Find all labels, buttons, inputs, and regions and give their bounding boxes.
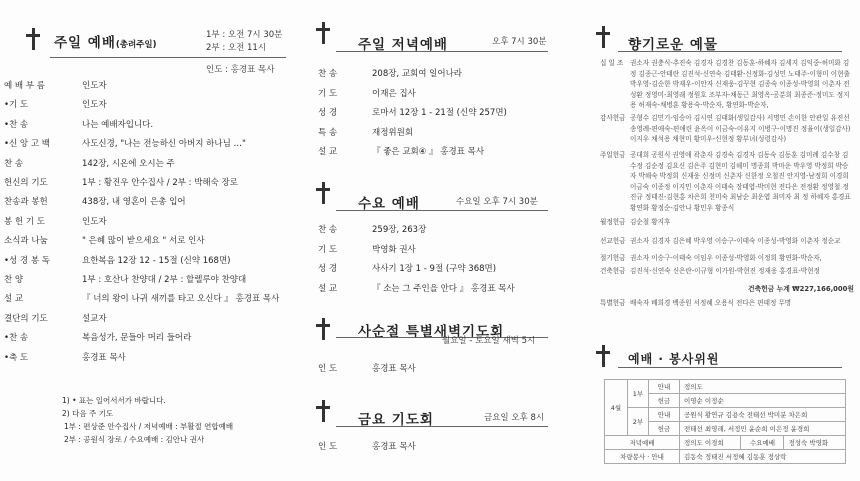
cross-icon [594,26,612,48]
order-row [318,106,507,118]
order-text: 설교자 [82,313,107,324]
main-worship-column [0,0,290,481]
offering-names: 권소자 김경자 김은혜 박우영 이승구-이태숙 이종성-박영화 이춘자 정순교 [630,237,841,245]
order-row [4,98,107,110]
offering-item [600,58,856,111]
cross-icon [314,22,332,44]
order-row [4,312,107,324]
offering-item [600,236,856,247]
parking-label-cell: 차량봉사 · 안내 [605,450,680,464]
table-row [605,380,846,394]
note-line: 1) • 표는 일어서서가 바랍니다. [62,396,166,405]
cross-icon [594,345,612,367]
order-label: 특 송 [318,127,338,138]
offering-item [600,217,856,228]
order-text: 홍경표 목사 [372,364,416,374]
order-row [4,157,175,169]
table-row [605,436,846,450]
part-cell: 2부 [628,408,649,436]
offering-label: 십 일 조 [600,59,624,67]
order-row [4,292,279,304]
evening-names-cell: 정의도 이경희 [680,436,741,450]
order-label: 인 도 [318,442,338,452]
order-row [318,440,416,452]
cross-icon [314,400,332,422]
order-row [4,254,230,266]
order-text: 438장, 내 영혼이 은총 입어 [82,197,186,208]
order-label: 소식과 나눔 [4,236,48,247]
order-row [4,137,246,149]
building-fund-total: 건축헌금 누계 ₩227,166,000원 [748,285,854,293]
offering-label: 선교헌금 [600,237,626,245]
order-text: 요한복음 12장 12 - 15절 (신약 168면) [82,255,231,266]
offering-item [600,266,856,277]
table-row [605,408,846,422]
offering-names: 김순철 황지후 [630,218,671,226]
order-label: 찬송과 봉헌 [4,197,48,208]
order-row [4,351,126,363]
order-row [4,331,191,343]
special-offering: 특별헌금 배숙자 배희경 백종원 서정혜 오용식 전다은 편태정 무명 [600,299,792,307]
order-label: •성 경 봉 독 [4,255,50,266]
order-label: 찬 송 [4,158,24,169]
names-cell: 공원식 황연규 김용숙 전태선 박미분 차은희 [680,408,846,422]
offering-label: 주일헌금 [600,151,626,159]
role-cell: 헌금 [649,394,680,408]
order-text: 『 좋은 교회④ 』 홍경표 목사 [372,147,485,157]
order-text: 로마서 12장 1 - 21절 (신약 257면) [372,108,507,118]
volunteers-table [604,379,846,464]
order-row [318,223,426,235]
order-row [318,145,484,157]
divider [336,51,548,52]
order-row [4,273,246,285]
main-worship-leader: 인도 : 홍경표 목사 [206,65,275,75]
offering-names: 김진석-신연숙 신은란-이규형 이가원-박현진 정재웅 홍경표-박현정 [630,267,820,275]
note-line: 1부 : 편상준 안수집사 / 저녁예배 : 부활절 연합예배 [64,422,234,431]
cross-icon [314,182,332,204]
order-text: 1부 : 호산나 찬양대 / 2부 : 할렐루야 찬양대 [82,275,247,285]
names-cell: 전태선 최영래, 서정민 윤순희 이은정 윤경희 [680,422,846,436]
order-label: •신 앙 고 백 [4,139,50,150]
order-row [4,215,107,227]
order-text: 인도자 [82,216,107,227]
divider [336,426,548,427]
main-worship-time-2: 2부 : 오전 11시 [206,43,267,53]
month-cell: 4월 [605,380,628,436]
order-text: 『 너의 왕이 나귀 새끼를 타고 오신다 』 홍경표 목사 [82,294,280,305]
order-text: 인도자 [82,81,107,91]
wednesday-label-cell: 수요예배 [741,436,784,450]
order-text: " 은혜 많이 받으세요 " 서로 인사 [82,236,205,247]
order-row [4,176,238,188]
friday-prayer-title: 금요 기도회 [358,412,434,428]
divider [336,210,548,211]
order-row [318,67,462,79]
main-worship-time-1: 1부 : 오전 7시 30분 [206,30,283,40]
main-worship-title: 주일 예배(총려주일) [54,35,157,51]
order-text: 142장, 시온에 오시는 주 [82,158,175,169]
order-label: 기 도 [318,88,338,99]
offering-label: 월정헌금 [600,218,626,226]
evening-label-cell: 저녁예배 [605,436,680,450]
order-label: 성 경 [318,264,338,274]
order-text: 이재은 집사 [372,88,416,99]
order-text: 208장, 교회여 일어나라 [372,69,463,79]
names-cell: 이영순 이정순 [680,394,846,408]
offering-label: 절기헌금 [600,254,626,262]
order-text: 박영화 권사 [372,244,416,255]
order-label: 성 경 [318,108,338,118]
offerings-title: 향기로운 예물 [628,37,718,53]
offering-label: 감사헌금 [600,114,626,122]
role-cell: 안내 [649,408,680,422]
table-row [605,450,846,464]
order-label: •찬 송 [4,333,29,344]
order-row [318,126,413,138]
offering-names: 공형수 김민기-임승아 김시연 김태화(생일감사) 서명민 손이한 안관일 유진선 송영례-편애숙-편애린 윤옥이 이금숙-이유지 이병구-이명진 정율이(생일감사) 이지우 채석용 채현미 황미우-신현정 황부녀(성령감사) [630,114,851,143]
order-label: 찬 양 [4,275,24,285]
names-cell: 정의도 [680,380,846,394]
divider [50,57,286,58]
order-label: •찬 송 [4,119,29,130]
order-label: •축 도 [4,352,29,363]
order-text: 재정위원회 [372,127,414,138]
evening-worship-time: 오후 7시 30분 [492,37,547,47]
order-text: 1부 : 황진우 안수집사 / 2부 : 박해숙 장로 [82,178,238,188]
divider [618,367,842,368]
order-text: 『 소는 그 주인을 안다 』 홍경표 목사 [372,283,515,294]
offering-label: 건축헌금 [600,267,626,275]
cross-icon [24,28,42,50]
order-text: 홍경표 목사 [82,352,126,363]
role-cell: 헌금 [649,422,680,436]
offering-names: 권소자 이승구-이태숙 이임우 이종성-박영화 이정희 황연화-박순자, [630,254,822,262]
order-row [4,118,153,130]
order-text: 259장, 263장 [372,225,427,235]
wednesday-worship-time: 수요일 오후 7시 30분 [456,197,538,207]
order-text: 사사기 1장 1 - 9절 (구약 368면) [372,264,497,274]
order-label: 봉 헌 기 도 [4,216,45,227]
divider [618,51,842,52]
order-text: 복음성가, 문들아 머리 들어라 [82,333,192,344]
offering-item [600,113,856,145]
order-text: 인도자 [82,100,107,111]
order-text: 나는 예배자입니다. [82,119,154,130]
order-label: 헌신의 기도 [4,178,48,188]
order-row [318,362,416,374]
order-row [4,79,107,91]
order-label: 찬 송 [318,69,338,79]
offering-names: 권소자 권충식-추진숙 김경자 김경찬 김동훈-하혜자 김세지 김익중-허미화 김 정 김종근-안태란 김진석-신연숙 김태환-신정화-김성민 노태주-이형미 이현출 박우영-김순한 박재우-이안자 신재웅-김꾸현 김종숙 이종성-박영희 이춘자 전성환 정영미-최영래 정원호 조부자-채동근 최영옥-공분희 최종준-정미도 정지용 허재숙-채병훈 황용숙-박순자, 황연화-박순자, [630,59,850,109]
dawn-prayer-title: 사순절 특별새벽기도회 [358,324,505,340]
services-column [296,0,568,481]
order-text: 사도신경, "나는 전능하신 아버지 하나님 …" [82,139,246,150]
order-label: 인 도 [318,364,338,374]
order-label: 설 교 [4,294,24,305]
wednesday-worship-title: 수요 예배 [358,196,420,212]
order-label: 기 도 [318,244,338,255]
order-label: •기 도 [4,100,29,111]
order-label: 설 교 [318,147,338,157]
friday-prayer-time: 금요일 오후 8시 [484,413,545,423]
order-text: 홍경표 목사 [372,442,416,452]
order-label: 결단의 기도 [4,313,48,324]
order-row [4,195,186,207]
offering-names: 공대희 공원식 권영애 곽춘자 김경숙 김경자 김동숙 김동훈 김미례 김수창 김수정 김순정 김요신 김은주 김현미 김해미 명종희 박마운 박우영 박정희 박승자 박해숙 박정희 신재웅 신정미 신춘자 신한정 오철진 안지영-남정희 이경희 이금숙 이종정 이지민 이춘자 이태숙 장태엽-박미현 전다은 전정환 정영철 정진규 정태진-김현홍 차은희 천미숙 최남순 최운엽 최미자 최 정 하혜자 홍경표 황연화 황정순-김안나 황민우 황종식 [630,151,851,212]
wednesday-names-cell: 정성숙 박영화 [784,436,846,450]
note-line: 2부 : 공원식 장로 / 수요예배 : 김안나 권사 [64,435,205,444]
order-label: 설 교 [318,283,338,294]
volunteers-title: 예배 · 봉사위원 [628,352,720,366]
order-row [318,282,515,294]
order-label: 예 배 부 름 [4,81,45,91]
offerings-column [578,0,860,481]
cross-icon [314,318,332,340]
order-row [318,87,416,99]
evening-worship-title: 주일 저녁예배 [358,37,448,53]
parking-names-cell: 김동숙 정태진 서정혜 김동훈 정상락 [680,450,846,464]
order-row [4,234,205,246]
offering-item [600,253,856,264]
role-cell: 안내 [649,380,680,394]
offering-item [600,150,856,213]
part-cell: 1부 [628,380,649,408]
note-line: 2) 다음 주 기도 [62,409,114,418]
order-label: 찬 송 [318,225,338,235]
dawn-prayer-time: 월요일 - 토요일 새벽 5시 [442,336,536,346]
order-row [318,262,496,274]
order-row [318,243,416,255]
